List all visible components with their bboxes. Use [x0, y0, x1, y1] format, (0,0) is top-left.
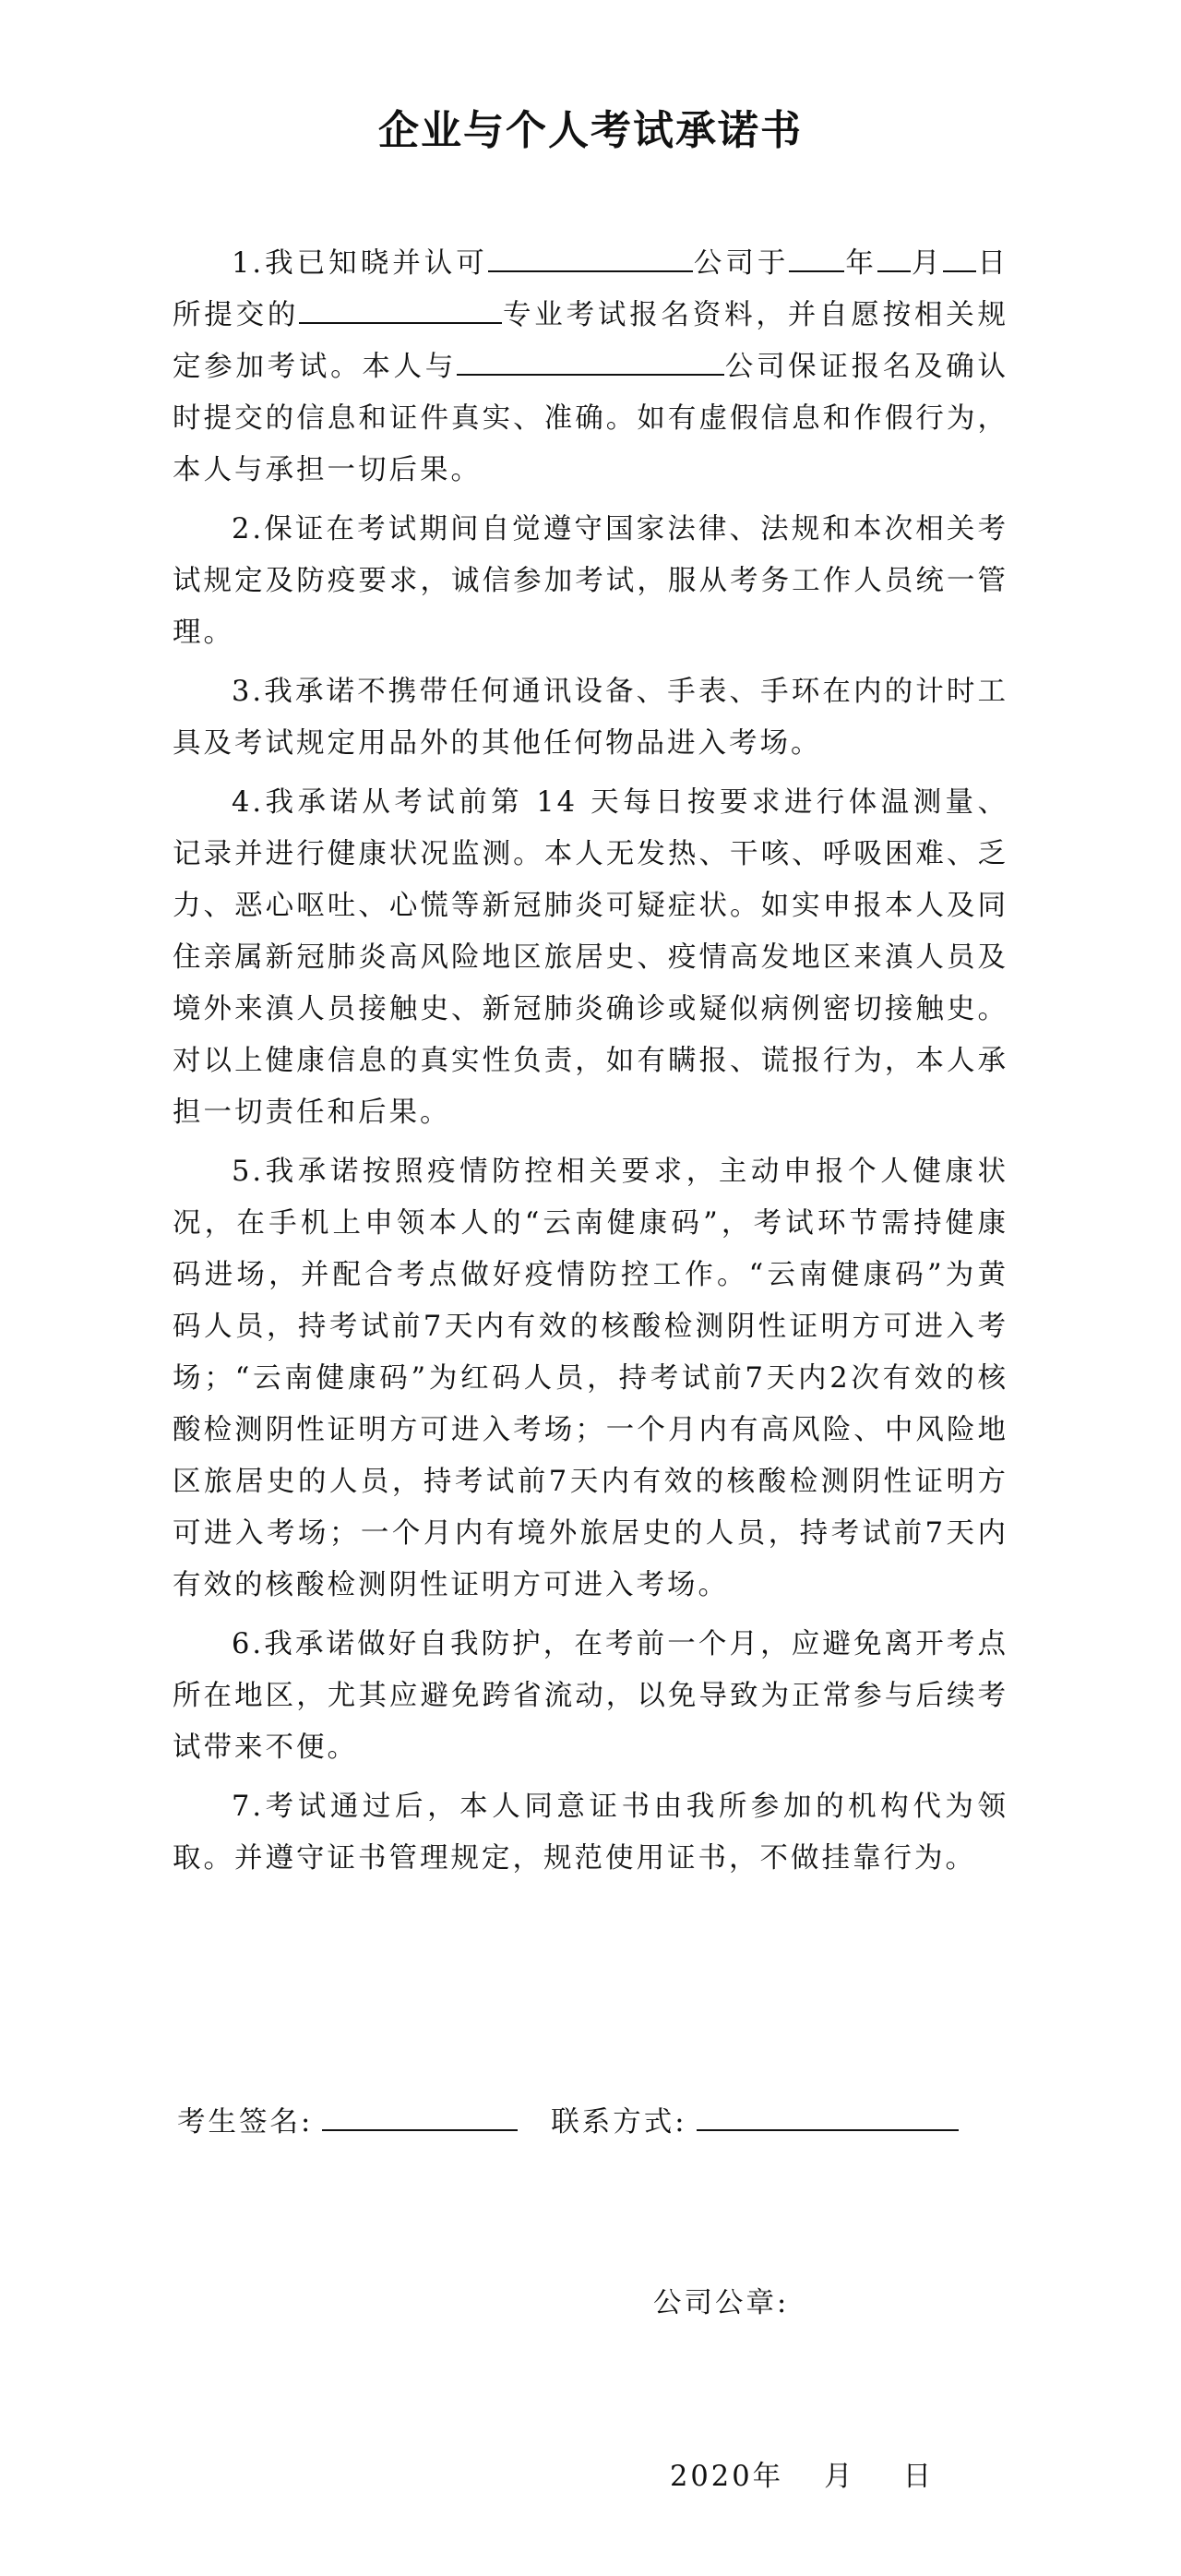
- contact-field[interactable]: [697, 2102, 959, 2131]
- p3-text: 3.我承诺不携带任何通讯设备、手表、手环在内的计时工具及考试规定用品外的其他任何物品进入考场。: [173, 676, 1008, 760]
- paragraph-7: [173, 1781, 1008, 1885]
- date-day: 日: [902, 2461, 935, 2493]
- p6-text: 6.我承诺做好自我防护，在考前一个月，应避免离开考点所在地区，尤其应避免跨省流动，以免导致为正常参与后续考试带来不便。: [173, 1628, 1008, 1764]
- company-guarantee-blank[interactable]: [457, 346, 724, 376]
- date-line: [670, 2451, 934, 2503]
- specialty-blank[interactable]: [299, 294, 502, 324]
- month-blank[interactable]: [877, 243, 911, 272]
- p7-text: 7.考试通过后，本人同意证书由我所参加的机构代为领取。并遵守证书管理规定，规范使用证书，不做挂靠行为。: [173, 1791, 1008, 1875]
- paragraph-3: [173, 666, 1008, 770]
- p1-text-d: 月: [910, 247, 944, 280]
- date-year: 2020年: [670, 2461, 784, 2493]
- year-blank[interactable]: [789, 243, 844, 272]
- p1-text-c: 年: [844, 247, 877, 280]
- p2-text: 2.保证在考试期间自觉遵守国家法律、法规和本次相关考试规定及防疫要求，诚信参加考试，服从考务工作人员统一管理。: [173, 513, 1008, 649]
- p1-text-a: 1.我已知晓并认可: [232, 247, 488, 280]
- document-title: 企业与个人考试承诺书: [378, 107, 803, 154]
- paragraph-5: [173, 1146, 1008, 1611]
- p4-text: 4.我承诺从考试前第 14 天每日按要求进行体温测量、记录并进行健康状况监测。本人无发热、干咳、呼吸困难、乏力、恶心呕吐、心慌等新冠肺炎可疑症状。如实申报本人及同住亲属新冠肺炎高风险地区旅居史、疫情高发地区来滇人员及境外来滇人员接触史、新冠肺炎确诊或疑似病例密切接触史。对以上健康信息的真实性负责，如有瞒报、谎报行为，本人承担一切责任和后果。: [173, 786, 1008, 1129]
- signature-row: [177, 2097, 959, 2149]
- candidate-signature-field[interactable]: [322, 2102, 518, 2131]
- p1-text-b: 公司于: [692, 247, 790, 280]
- paragraph-1: [173, 238, 1008, 497]
- company-seal-label: 公司公章:: [653, 2287, 790, 2319]
- candidate-signature-label: 考生签名:: [177, 2106, 314, 2139]
- paragraph-6: [173, 1619, 1008, 1774]
- contact-label: 联系方式:: [551, 2106, 687, 2139]
- date-month: 月: [824, 2461, 855, 2493]
- paragraph-2: [173, 504, 1008, 659]
- day-blank[interactable]: [943, 243, 976, 272]
- p5-text: 5.我承诺按照疫情防控相关要求，主动申报个人健康状况，在手机上申领本人的“云南健康码”，考试环节需持健康码进场，并配合考点做好疫情防控工作。“云南健康码”为黄码人员，持考试前7天内有效的核酸检测阴性证明方可进入考场；“云南健康码”为红码人员，持考试前7天内2次有效的核酸检测阴性证明方可进入考场；一个月内有高风险、中风险地区旅居史的人员，持考试前7天内有效的核酸检测阴性证明方可进入考场；一个月内有境外旅居史的人员，持考试前7天内有效的核酸检测阴性证明方可进入考场。: [173, 1156, 1008, 1601]
- p1-text-f: 专业考试报名资料，并自愿按相关规定参加考试。本人与: [173, 299, 1009, 383]
- company-name-blank[interactable]: [488, 243, 693, 272]
- document-body: [173, 238, 1008, 1892]
- p1-text-g: 公司保证报名及确认时提交的信息和证件真实、准确。如有虚假信息和作假行为，本人与承担一切后果。: [173, 351, 1008, 486]
- p1-text-e: 日所提交的: [173, 247, 1009, 331]
- paragraph-4: [173, 777, 1008, 1139]
